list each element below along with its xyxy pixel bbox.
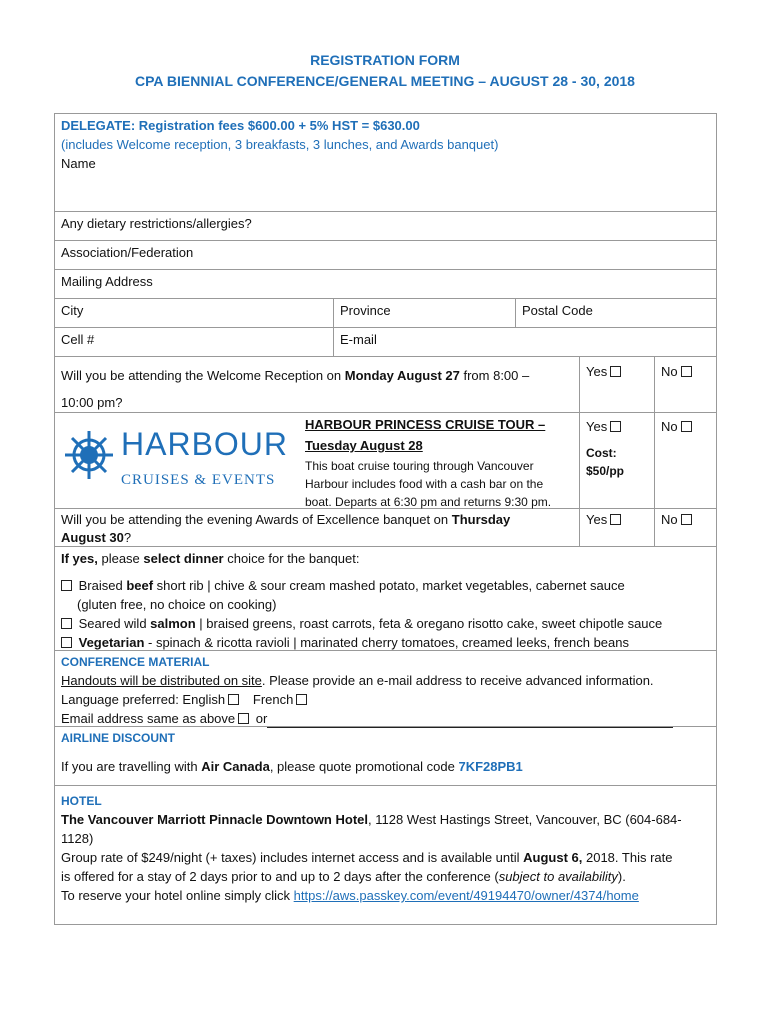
cruise-row xyxy=(55,413,716,509)
dinner-option-beef[interactable]: Braised beef short rib | chive & sour cream mashed potato, market vegetables, cabernet sauce xyxy=(61,576,710,595)
cruise-description: HARBOUR PRINCESS CRUISE TOUR – Tuesday August 28 This boat cruise touring through Vancouver Harbour includes food with a cash bar on the boat. Departs at 6:30 pm and returns 9:30 pm. xyxy=(305,417,552,509)
checkbox-icon xyxy=(681,514,692,525)
email-field[interactable]: E-mail xyxy=(333,328,716,356)
checkbox-icon xyxy=(681,421,692,432)
airline-discount-section xyxy=(55,727,716,786)
checkbox-icon xyxy=(610,366,621,377)
material-handouts: Handouts will be distributed on site. Please provide an e-mail address to receive advanced information. xyxy=(61,673,654,688)
cell-field[interactable]: Cell # xyxy=(61,332,95,347)
delegate-includes: (includes Welcome reception, 3 breakfasts, 3 lunches, and Awards banquet) xyxy=(61,137,499,152)
banquet-no-option[interactable]: No xyxy=(654,509,716,546)
dinner-prompt: If yes, please select dinner choice for the banquet: xyxy=(61,551,360,566)
airline-text: If you are travelling with Air Canada, please quote promotional code 7KF28PB1 xyxy=(61,759,523,774)
hotel-heading: HOTEL xyxy=(61,794,102,808)
form-title: REGISTRATION FORM xyxy=(310,52,460,68)
form-subtitle: CPA BIENNIAL CONFERENCE/GENERAL MEETING – AUGUST 28 - 30, 2018 xyxy=(135,73,635,89)
cruise-yes-option[interactable]: Yes Cost: $50/pp xyxy=(579,413,654,508)
dietary-field[interactable] xyxy=(55,212,716,241)
postal-code-field[interactable]: Postal Code xyxy=(515,299,716,327)
welcome-reception-row xyxy=(55,357,716,413)
logo-subtitle: CRUISES & EVENTS xyxy=(121,472,276,488)
hotel-section xyxy=(55,786,716,924)
checkbox-icon xyxy=(610,421,621,432)
dinner-option-vegetarian[interactable]: Vegetarian - spinach & ricotta ravioli | marinated cherry tomatoes, creamed leeks, french beans xyxy=(61,633,710,652)
dinner-choice-section xyxy=(55,547,716,651)
banquet-row xyxy=(55,509,716,547)
mailing-label: Mailing Address xyxy=(61,274,153,289)
ship-wheel-icon xyxy=(63,429,115,481)
banquet-question: Will you be attending the evening Awards of Excellence banquet on Thursday August 30? xyxy=(61,512,511,545)
cruise-cost-value: $50/pp xyxy=(586,464,625,478)
material-heading: CONFERENCE MATERIAL xyxy=(61,655,210,669)
delegate-heading: DELEGATE: Registration fees $600.00 + 5% HST = $630.00 xyxy=(61,118,420,133)
hotel-booking-link[interactable]: https://aws.passkey.com/event/49194470/owner/4374/home xyxy=(293,888,639,903)
conference-material-section xyxy=(55,651,716,727)
delegate-section xyxy=(55,114,716,212)
hotel-address-cont: 1128) xyxy=(61,831,94,846)
city-row xyxy=(55,299,716,328)
hotel-reserve: To reserve your hotel online simply click https://aws.passkey.com/event/49194470/owner/4374/home xyxy=(61,888,639,903)
name-field[interactable]: Name xyxy=(61,156,96,171)
english-checkbox[interactable] xyxy=(228,694,239,705)
dinner-option-salmon[interactable]: Seared wild salmon | braised greens, roast carrots, feta & oregano risotto cake, sweet chipotle sauce xyxy=(61,614,710,633)
welcome-no-option[interactable]: No xyxy=(654,357,716,412)
checkbox-icon xyxy=(61,637,72,648)
email-same-checkbox[interactable] xyxy=(238,713,249,724)
checkbox-icon xyxy=(610,514,621,525)
dietary-label: Any dietary restrictions/allergies? xyxy=(61,216,252,231)
promo-code: 7KF28PB1 xyxy=(458,759,523,774)
checkbox-icon xyxy=(61,618,72,629)
email-same-row: Email address same as above or xyxy=(61,709,710,728)
registration-form xyxy=(54,113,717,925)
hotel-rate: Group rate of $249/night (+ taxes) includes internet access and is available until August 6, 2018. This rate xyxy=(61,850,673,865)
language-preferred: Language preferred: English French xyxy=(61,690,710,709)
french-checkbox[interactable] xyxy=(296,694,307,705)
mailing-address-field[interactable] xyxy=(55,270,716,299)
contact-row xyxy=(55,328,716,357)
logo-wordmark: HARBOUR xyxy=(121,426,289,462)
checkbox-icon xyxy=(61,580,72,591)
harbour-cruises-logo xyxy=(63,427,293,491)
hotel-stay: is offered for a stay of 2 days prior to and up to 2 days after the conference (subject to availability). xyxy=(61,869,626,884)
welcome-question: Will you be attending the Welcome Reception on Monday August 27 from 8:00 – 10:00 pm? xyxy=(61,368,530,410)
association-label: Association/Federation xyxy=(61,245,194,260)
province-field[interactable]: Province xyxy=(333,299,515,327)
hotel-name-address: The Vancouver Marriott Pinnacle Downtown Hotel, 1128 West Hastings Street, Vancouver, BC (604-684- xyxy=(61,812,682,827)
form-header xyxy=(0,50,770,92)
cruise-cost-label: Cost: xyxy=(586,446,617,460)
dinner-option-beef-note: (gluten free, no choice on cooking) xyxy=(77,597,277,612)
association-field[interactable] xyxy=(55,241,716,270)
cruise-no-option[interactable]: No xyxy=(654,413,716,508)
banquet-yes-option[interactable]: Yes xyxy=(579,509,654,546)
checkbox-icon xyxy=(681,366,692,377)
airline-heading: AIRLINE DISCOUNT xyxy=(61,731,175,745)
city-field[interactable]: City xyxy=(61,303,84,318)
welcome-yes-option[interactable]: Yes xyxy=(579,357,654,412)
